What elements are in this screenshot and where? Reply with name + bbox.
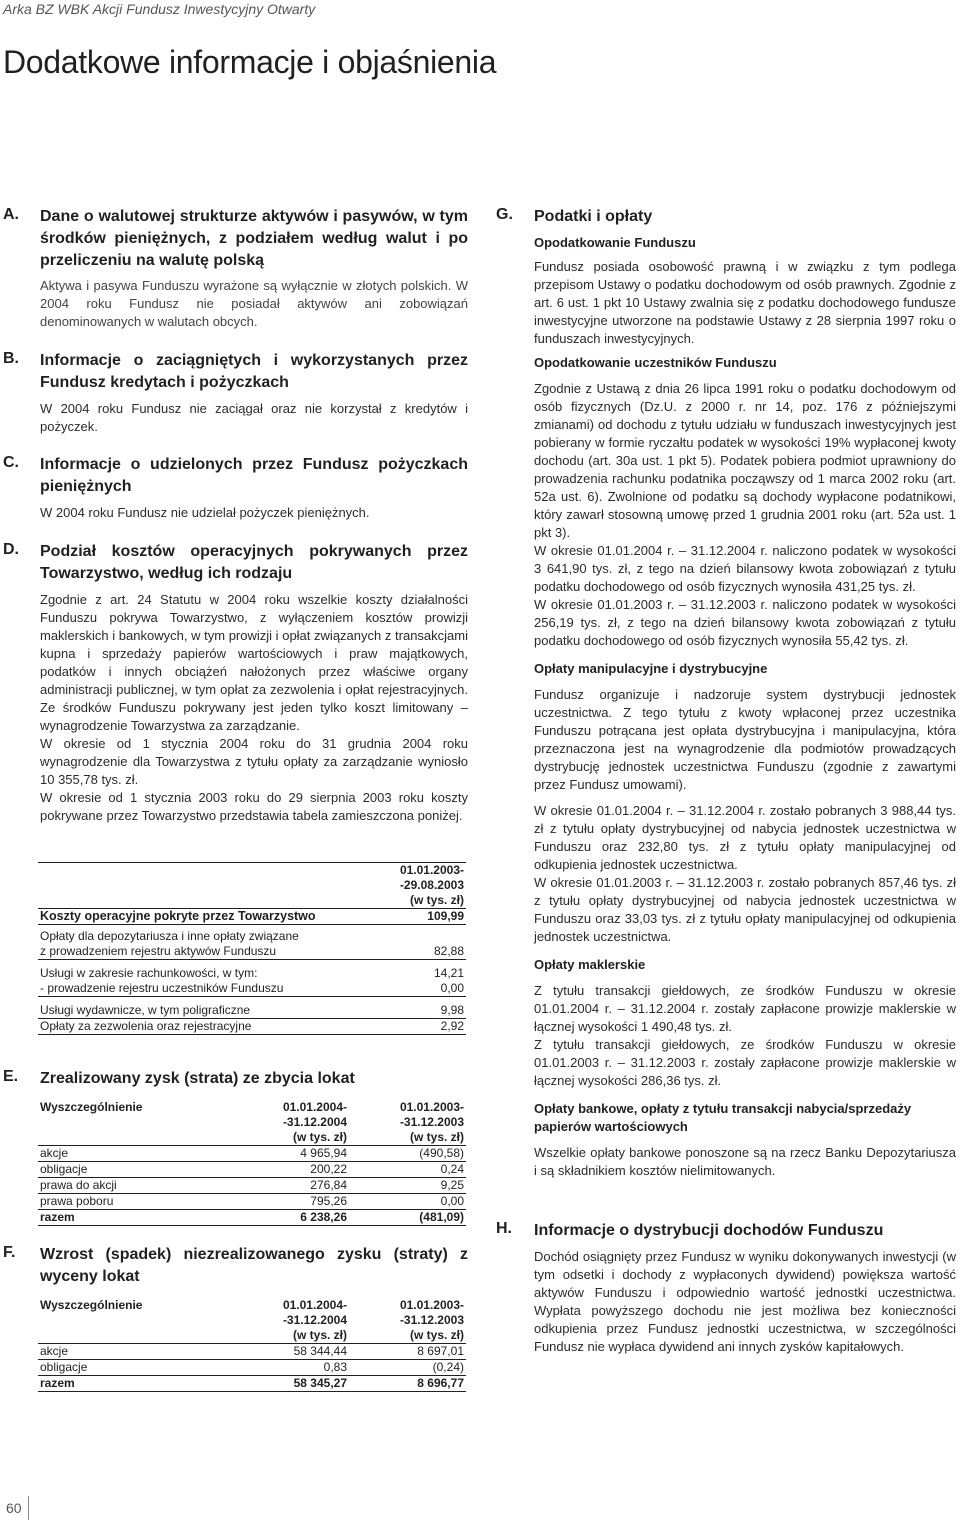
section-paragraph: Fundusz organizuje i nadzoruje system dystrybucji jednostek uczestnictwa. Z tego tytułu z kwoty wpłaconej przez uczestnika Funduszu potrącana jest opłata dystrybucyjna i manipulacyjna, która przeznaczona jest na wynagrodzenie dla podmiotów prowadzących dystrybucję jednostek uczestnictwa Funduszu (zgodnie z zawartymi przez Fundusz umowami). xyxy=(534,687,956,792)
table-cell: 0,24 xyxy=(349,1162,466,1178)
section-paragraph: W okresie 01.01.2003 r. – 31.12.2003 r. naliczono podatek w wysokości 256,19 tys. zł, z tego na dzień bilansowy kwota zobowiązań z tytułu podatku dochodowego od osób fizycznych wynosiła 55,42 tys. zł. xyxy=(534,597,956,648)
table-head: -31.12.2004 xyxy=(282,1115,347,1129)
section-title: Podatki i opłaty xyxy=(534,208,653,225)
section-paragraph: W okresie 01.01.2004 r. – 31.12.2004 r. zostało pobranych 3 988,44 tys. zł z tytułu opłaty dystrybucyjnej od nabycia jednostek uczestnictwa w Funduszu oraz 232,80 tys. zł z tytułu opłaty manipulacyjnej od odkupienia jednostek uczestnictwa. xyxy=(534,803,956,872)
table-cell: prawa do akcji xyxy=(38,1178,232,1194)
table-head: -31.12.2004 xyxy=(282,1313,347,1327)
table-cell: 8 696,77 xyxy=(349,1376,466,1392)
section-letter: G. xyxy=(496,206,513,223)
section-paragraph: Zgodnie z Ustawą z dnia 26 lipca 1991 roku o podatku dochodowym od osób fizycznych (Dz.U. z 2000 r. nr 14, poz. 176 z późniejszymi zmianami) od dochodu z tytułu udziału w funduszach inwestycyjnych jest pobierany w formie ryczałtu podatek w wysokości 19% wypłaconej kwoty dochodu (art. 30a ust. 1 pkt 5). Podatek pobiera podmiot uprawniony do prowadzenia rachunku podatnika począwszy od 1 marca 2002 roku (art. 52a ust. 6). Zwolnione od podatku są dochody wypłacone podatnikowi, który zawarł stosowną umowę przed 1 grudnia 2001 roku (art. 52a ust. 1 pkt 3). xyxy=(534,381,956,540)
section-text: W 2004 roku Fundusz nie zaciągał oraz nie korzystał z kredytów i pożyczek. xyxy=(40,401,468,434)
section-e xyxy=(0,1068,468,1090)
table-cell: 58 344,44 xyxy=(232,1344,349,1360)
section-b xyxy=(0,350,468,436)
table-head: 01.01.2004- xyxy=(282,1298,347,1312)
table-cell: 0,00 xyxy=(349,1194,466,1210)
section-letter: D. xyxy=(3,541,19,558)
table-cell: akcje xyxy=(38,1344,232,1360)
section-paragraph: Z tytułu transakcji giełdowych, ze środków Funduszu w okresie 01.01.2004 r. – 31.12.2004 r. zostały zapłacone prowizje maklerskie w łącznej wysokości 1 490,48 tys. zł. xyxy=(534,983,956,1034)
table-head: (w tys. zł) xyxy=(232,1328,349,1344)
table-cell: obligacje xyxy=(38,1360,232,1376)
section-paragraph: W okresie 01.01.2003 r. – 31.12.2003 r. zostało pobranych 857,46 tys. zł z tytułu opłaty dystrybucyjnej od nabycia jednostek uczestnictwa w Funduszu oraz 33,03 tys. zł z tytułu opłaty manipulacyjnej od odkupienia jednostek uczestnictwa. xyxy=(534,875,956,944)
page-title: Dodatkowe informacje i objaśnienia xyxy=(3,44,497,80)
table-cell: akcje xyxy=(38,1146,232,1162)
table-cell: Usługi wydawnicze, w tym poligraficzne xyxy=(38,997,362,1019)
table-head: -29.08.2003 xyxy=(399,878,464,892)
table-cell: obligacje xyxy=(38,1162,232,1178)
section-a xyxy=(0,206,468,331)
table-cell: z prowadzeniem rejestru aktywów Funduszu xyxy=(38,944,362,960)
table-cell: 795,26 xyxy=(232,1194,349,1210)
section-g xyxy=(496,206,960,1180)
table-head: (w tys. zł) xyxy=(349,1130,466,1146)
table-cell: (481,09) xyxy=(349,1210,466,1226)
table-f xyxy=(38,1298,466,1392)
table-cell: 14,21 xyxy=(433,966,464,980)
section-paragraph: Fundusz posiada osobowość prawną i w związku z tym podlega przepisom Ustawy o podatku dochodowym od osób prawnych. Zgodnie z art. 6 ust. 1 pkt 10 Ustawy zwalnia się z podatku dochodowego fundusze inwestycyjne utworzone na podstawie Ustawy z 28 sierpnia 1997 roku o funduszach inwestycyjnych. xyxy=(534,259,956,346)
table-cell: (490,58) xyxy=(349,1146,466,1162)
table-head: -31.12.2003 xyxy=(399,1115,464,1129)
section-paragraph: W okresie od 1 stycznia 2004 roku do 31 grudnia 2004 roku wynagrodzenie dla Towarzystwa z tytułu opłaty za zarządzanie wyniosło 10 355,78 tys. zł. xyxy=(40,736,468,787)
section-letter: A. xyxy=(3,206,19,223)
section-paragraph: Zgodnie z art. 24 Statutu w 2004 roku wszelkie koszty działalności Funduszu pokrywa Towarzystwo, z wyłączeniem kosztów prowizji maklerskich i bankowych, w tym prowizji i opłat związanych z transakcjami kupna i sprzedaży papierów wartościowych i praw majątkowych, podatków i innych obciążeń nałożonych przez właściwe organy administracji publicznej, w tym opłat za zezwolenia i opłat rejestracyjnych. Ze środków Funduszu pokrywany jest jeden tylko koszt limitowany – wynagrodzenie Towarzystwa za zarządzanie. xyxy=(40,592,468,733)
section-paragraph: Dochód osiągnięty przez Fundusz w wyniku dokonywanych inwestycji (w tym odsetki i dochody z wypłaconych dywidend) powiększa wartość aktywów Funduszu i odpowiednio wartość jednostki uczestnictwa. Wypłata powyższego dochodu nie jest możliwa bez konieczności odkupienia przez Fundusz jednostki uczestnictwa, w szczególności Fundusz nie wypłaca dywidend ani innych zysków kapitałowych. xyxy=(534,1249,956,1354)
section-text: Aktywa i pasywa Funduszu wyrażone są wyłącznie w złotych polskich. W 2004 roku Fundusz nie posiadał aktywów ani zobowiązań denominowanych w walutach obcych. xyxy=(40,278,468,329)
subsection-title: Opłaty manipulacyjne i dystrybucyjne xyxy=(534,661,768,676)
footer-divider xyxy=(28,1496,29,1520)
section-paragraph: W okresie od 1 stycznia 2003 roku do 29 sierpnia 2003 roku koszty pokrywane przez Towarzystwo przedstawia tabela zamieszczona poniżej. xyxy=(40,790,468,823)
table-head: 01.01.2004- xyxy=(282,1100,347,1114)
running-header: Arka BZ WBK Akcji Fundusz Inwestycyjny Otwarty xyxy=(3,1,316,17)
table-cell: 200,22 xyxy=(232,1162,349,1178)
table-cell: Opłaty dla depozytariusza i inne opłaty związane xyxy=(40,929,299,943)
table-cell: 0,83 xyxy=(232,1360,349,1376)
section-f xyxy=(0,1244,468,1288)
subsection-title: Opłaty bankowe, opłaty z tytułu transakcji nabycia/sprzedaży papierów wartościowych xyxy=(534,1101,912,1134)
table-cell: 4 965,94 xyxy=(232,1146,349,1162)
table-head: -31.12.2003 xyxy=(399,1313,464,1327)
table-cell: Opłaty za zezwolenia oraz rejestracyjne xyxy=(38,1019,362,1035)
table-cell: - prowadzenie rejestru uczestników Funduszu xyxy=(38,981,362,997)
subsection-title: Opłaty maklerskie xyxy=(534,957,646,972)
section-letter: E. xyxy=(3,1068,19,1085)
table-cell: 6 238,26 xyxy=(232,1210,349,1226)
section-title: Podział kosztów operacyjnych pokrywanych przez Towarzystwo, według ich rodzaju xyxy=(40,543,468,582)
subsection-title: Opodatkowanie uczestników Funduszu xyxy=(534,355,777,370)
table-e xyxy=(38,1100,466,1226)
table-cell: 9,25 xyxy=(349,1178,466,1194)
section-c xyxy=(0,454,468,522)
table-cell: 109,99 xyxy=(362,909,466,925)
table-head: Wyszczególnienie xyxy=(40,1100,143,1114)
section-title: Informacje o udzielonych przez Fundusz pożyczkach pieniężnych xyxy=(40,456,468,495)
table-cell: 276,84 xyxy=(232,1178,349,1194)
table-head: 01.01.2003- xyxy=(399,1100,464,1114)
section-letter: B. xyxy=(3,350,19,367)
table-head: Wyszczególnienie xyxy=(40,1298,143,1312)
table-cell: 9,98 xyxy=(362,997,466,1019)
table-head: 01.01.2003- xyxy=(399,1298,464,1312)
table-cell: 82,88 xyxy=(362,944,466,960)
table-head: (w tys. zł) xyxy=(362,893,466,909)
table-head: (w tys. zł) xyxy=(232,1130,349,1146)
section-letter: C. xyxy=(3,454,19,471)
table-cell: prawa poboru xyxy=(38,1194,232,1210)
section-letter: H. xyxy=(496,1220,512,1237)
table-cell: 2,92 xyxy=(362,1019,466,1035)
page-number: 60 xyxy=(6,1500,22,1516)
table-cell: 58 345,27 xyxy=(232,1376,349,1392)
section-text: W 2004 roku Fundusz nie udzielał pożyczek pieniężnych. xyxy=(40,505,370,520)
table-cell: 0,00 xyxy=(362,981,466,997)
section-h xyxy=(496,1220,960,1356)
table-head: 01.01.2003- xyxy=(399,863,464,877)
table-head: (w tys. zł) xyxy=(349,1328,466,1344)
table-cell: Usługi w zakresie rachunkowości, w tym: xyxy=(40,966,258,980)
section-paragraph: Z tytułu transakcji giełdowych, ze środków Funduszu w okresie 01.01.2003 r. – 31.12.2003 r. zostały zapłacone prowizje maklerskie w łącznej wysokości 286,36 tys. zł. xyxy=(534,1037,956,1088)
table-cell: Koszty operacyjne pokryte przez Towarzystwo xyxy=(38,909,362,925)
section-title: Dane o walutowej strukturze aktywów i pasywów, w tym środków pieniężnych, z podziałem według walut i po przeliczeniu na walutę polską xyxy=(40,208,468,269)
table-cell: 8 697,01 xyxy=(349,1344,466,1360)
section-title: Zrealizowany zysk (strata) ze zbycia lokat xyxy=(40,1070,355,1087)
section-d xyxy=(0,541,468,825)
section-paragraph: W okresie 01.01.2004 r. – 31.12.2004 r. naliczono podatek w wysokości 3 641,90 tys. zł, z tego na dzień bilansowy kwota zobowiązań z tytułu podatku dochodowego od osób fizycznych wynosiła 431,25 tys. zł. xyxy=(534,543,956,594)
section-title: Informacje o zaciągniętych i wykorzystanych przez Fundusz kredytach i pożyczkach xyxy=(40,352,468,391)
section-letter: F. xyxy=(3,1244,16,1261)
section-paragraph: Wszelkie opłaty bankowe ponoszone są na rzecz Banku Depozytariusza i są składnikiem kosztów nielimitowanych. xyxy=(534,1145,956,1178)
table-cell: razem xyxy=(38,1210,232,1226)
table-cell: razem xyxy=(38,1376,232,1392)
subsection-title: Opodatkowanie Funduszu xyxy=(534,235,696,250)
section-title: Wzrost (spadek) niezrealizowanego zysku (straty) z wyceny lokat xyxy=(40,1246,468,1285)
table-d xyxy=(38,862,466,1035)
section-title: Informacje o dystrybucji dochodów Funduszu xyxy=(534,1222,884,1239)
table-cell: (0,24) xyxy=(349,1360,466,1376)
